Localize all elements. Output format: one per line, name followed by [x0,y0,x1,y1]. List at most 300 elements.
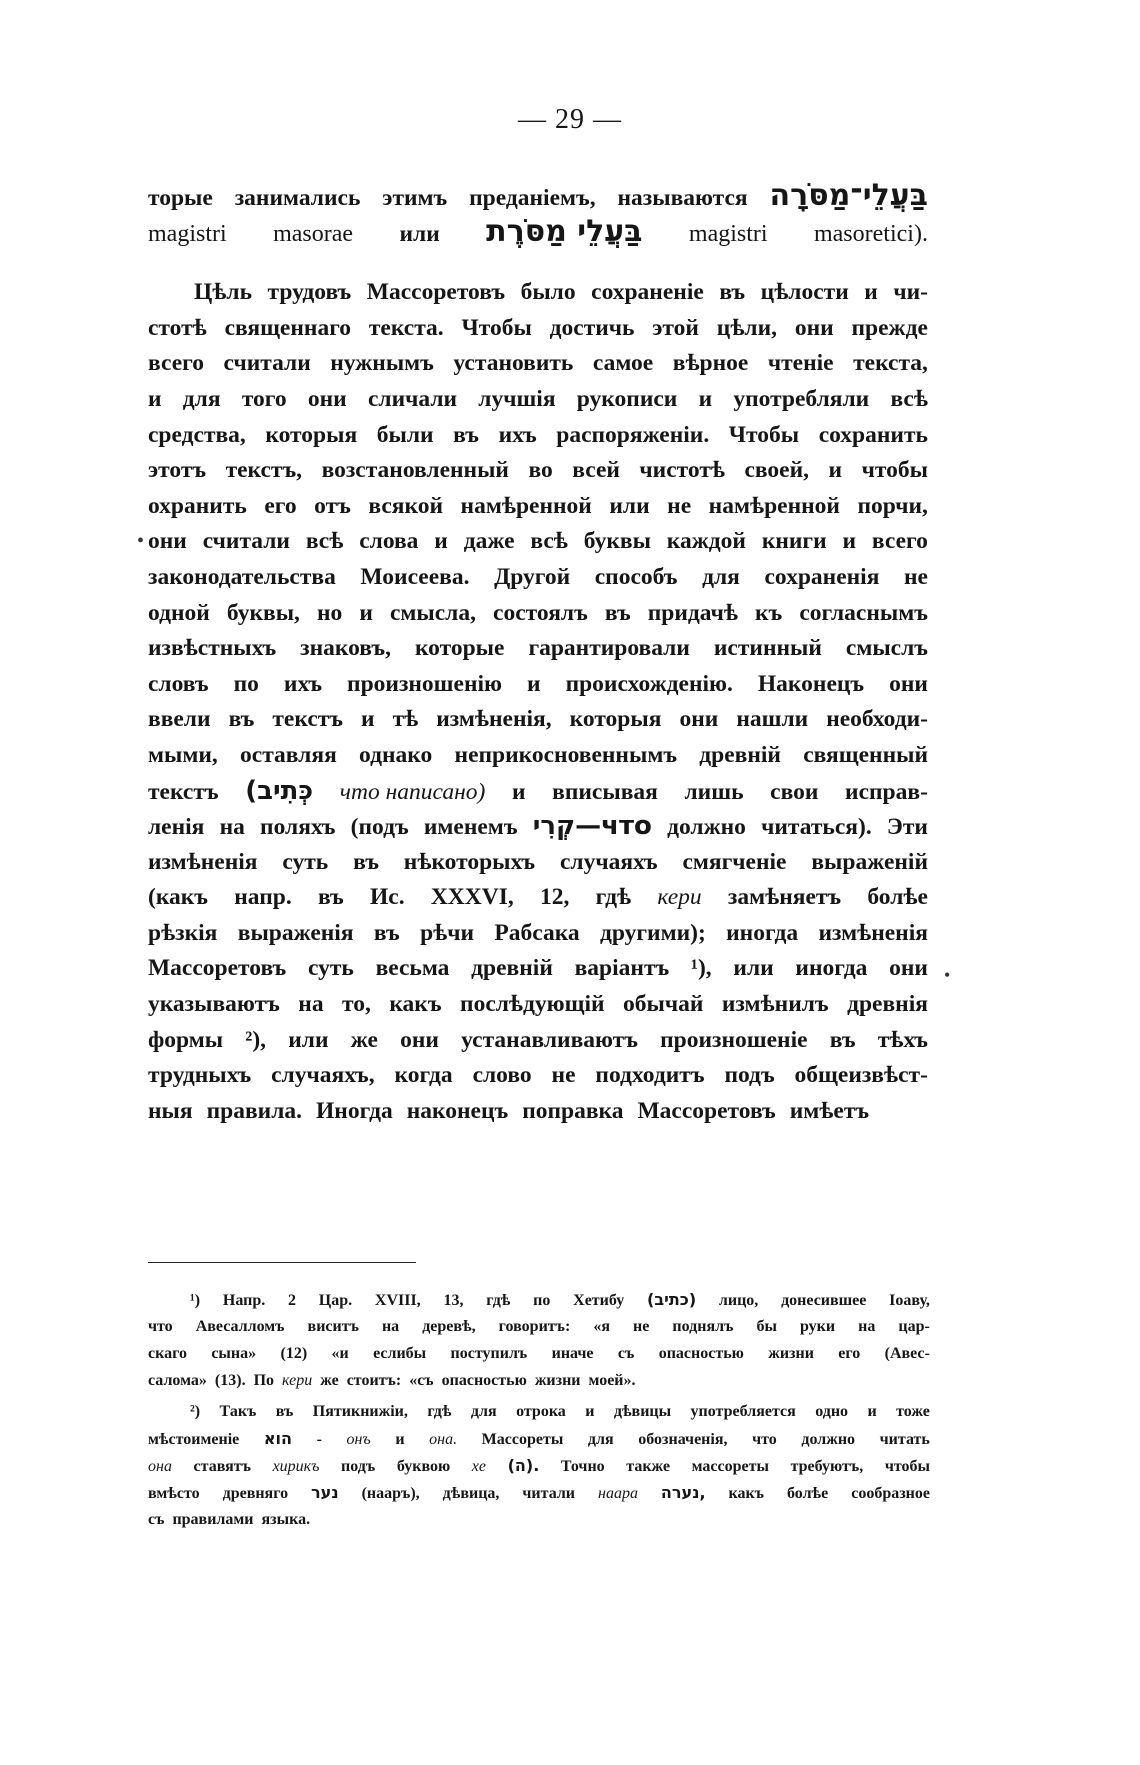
word: ставятъ [193,1458,251,1475]
word: но [316,599,343,626]
word: поправка [522,1097,624,1124]
word: masoretici). [813,220,928,247]
word: тѣ [392,706,419,733]
text-line [148,524,928,560]
word: необходи- [826,706,928,733]
word: должно [667,814,746,841]
word: для [702,563,740,590]
word: произношенію [347,670,502,697]
text-line [148,631,928,667]
word: кери [657,884,702,911]
word: самое [592,350,654,377]
text-line [148,560,928,596]
word: поднялъ [672,1318,734,1335]
word: мыми, [148,741,218,768]
word: опасностью [658,1345,744,1362]
word: ленія [148,814,205,841]
word: и [359,599,373,626]
word: и [842,528,857,555]
word: правила. [206,1097,303,1124]
word: дѣвицы [613,1403,672,1420]
word: ихъ [498,421,537,448]
word: вѣрное [672,350,749,377]
word: подъ [724,1062,775,1089]
word: рѣзкія [148,919,218,946]
word: дѣвица, [442,1485,500,1502]
footnote-line [148,1286,930,1313]
word: намѣренной [460,492,592,519]
hebrew-term: (כְּתִיב [245,775,314,806]
word: или [399,220,440,247]
word: даже [463,528,515,555]
word: они [794,314,834,341]
word: считали [202,528,290,555]
word: чи- [893,279,928,306]
word: съ [148,1511,165,1528]
word: кери [282,1372,313,1389]
text-line [148,382,928,418]
word: ныя [148,1097,193,1124]
margin-mark: • [137,530,145,552]
text-line [148,1094,928,1130]
word: гарантировали [528,635,690,662]
text-line [148,346,928,382]
word: тѣхъ [877,1026,928,1053]
word: буквы [583,528,651,555]
word: цѣли, [716,314,778,341]
text-line [148,987,928,1023]
word: они [889,955,928,982]
footnote-line [148,1367,930,1394]
text-line [148,667,928,703]
word: распоряженіи. [556,421,710,448]
word: правилами [172,1511,254,1528]
word: Точно [560,1458,605,1475]
word: нужнымъ [330,350,434,377]
word: (Авес- [884,1345,930,1362]
hebrew-term: בַּעֲלֵי מַסֹּרֶת [486,213,643,249]
word: опасностью [441,1372,527,1389]
word: измѣненія [148,848,258,875]
word: средства, [148,421,246,448]
word: слова [359,528,419,555]
word: она. [429,1431,458,1448]
word: подъ [341,1458,376,1475]
word: одной [148,599,210,626]
text-line [148,311,928,347]
word: возстановленный [321,457,509,484]
word: она [148,1458,172,1475]
word: слово [472,1062,532,1089]
word: священный [803,741,928,768]
word: текста, [853,350,928,377]
text-line [148,880,928,916]
word: случаяхъ [559,848,658,875]
word: XVIII, [374,1292,421,1309]
word: извѣстныхъ [148,635,277,662]
footnote-line [148,1340,930,1367]
word: Чтобы [461,314,532,341]
word: измѣненія, [436,706,552,733]
text-line [148,178,928,214]
footnote-line [148,1313,930,1340]
word: ²), [245,1026,267,1053]
word: и [585,1403,595,1420]
word: лучшія [478,385,556,412]
word: чтобы [861,457,928,484]
word: (подъ [350,814,409,841]
word: на [219,814,245,841]
word: то, [342,991,371,1018]
word: послѣдующій [460,991,605,1018]
word: въ [453,421,479,448]
word: которыя [569,706,662,733]
word: общеизвѣст- [794,1062,928,1089]
hebrew-term: (ה). [507,1456,540,1475]
word: намѣренной [708,492,840,519]
word: и [867,1403,877,1420]
word: варіантъ [574,955,670,982]
paragraph-gap [148,249,928,275]
word: masorae [273,220,354,247]
word: смягченіе [682,848,787,875]
word: Эти [886,814,928,841]
word: они [400,1026,439,1053]
word: и [361,706,375,733]
word: были [376,421,434,448]
word: поляхъ [260,814,336,841]
word: По [253,1372,275,1389]
word: когда [394,1062,453,1089]
word: ихъ [283,670,323,697]
word: употребляли [733,385,870,412]
word: они [307,385,347,412]
word: донесившее [781,1292,867,1309]
word: и [395,1431,405,1448]
word: Цѣль [194,279,252,306]
word: смысла, [389,599,476,626]
word: читаться). [761,814,872,841]
word: происхожденію. [565,670,733,697]
word: выраженій [811,848,928,875]
word: занимались [234,185,361,211]
main-text [148,178,928,1129]
word: руки [799,1318,836,1335]
word: устанавливаютъ [461,1026,638,1053]
word: Рабсака [494,919,580,946]
word: болѣе [786,1485,829,1502]
word: сообразное [851,1485,930,1502]
word: чистотѣ [639,457,725,484]
word: что [752,1431,777,1448]
word: салома» [148,1372,207,1389]
text-line [148,916,928,952]
word: хе [471,1458,486,1475]
word: ²) [190,1403,201,1420]
word: не [904,563,928,590]
word: смыслъ [845,635,928,662]
word: буквою [396,1458,451,1475]
word: согласнымъ [799,599,928,626]
word: и [828,457,843,484]
word: оставляя [240,741,337,768]
word: выраженія [237,919,354,946]
word: произношеніе [660,1026,808,1053]
word: XXXVI, [430,884,514,911]
word: иногда [795,955,868,982]
word: рѣчи [420,919,475,946]
word: что написано) [339,778,486,805]
word: трудныхъ [148,1062,252,1089]
text-line [148,418,928,454]
word: или [288,1026,329,1053]
word: неприкосновеннымъ [454,741,678,768]
word: что [148,1318,173,1335]
text-line [148,596,928,632]
word: книги [761,528,827,555]
word: буквы, [226,599,300,626]
word: они [889,670,928,697]
word: каждой [666,528,746,555]
text-line [148,774,928,810]
word: для [182,385,221,412]
word: magistri [688,220,768,247]
word: въ [228,706,255,733]
word: того [241,385,287,412]
word: сохраненіе [591,279,704,306]
word: и [148,385,162,412]
word: они [679,706,719,733]
word: они [148,528,187,555]
word: трудовъ [267,279,352,306]
text-line [148,738,928,774]
word: его [838,1345,861,1362]
word: должно [801,1431,856,1448]
word: требуютъ, [790,1458,864,1475]
word: придачѣ [647,599,738,626]
word: суть [282,848,329,875]
word: словъ [148,670,209,697]
word: сохраненія [764,563,880,590]
word: также [626,1458,671,1475]
word: древній [699,741,781,768]
word: измѣнилъ [721,991,829,1018]
word: текста. [368,314,444,341]
word: было [520,279,576,306]
word: установить [453,350,574,377]
word: сохранить [818,421,928,448]
word: всей [572,457,620,484]
word: называются [617,185,748,211]
text-line [148,453,928,489]
word: съ [617,1345,635,1362]
word: священнаго [224,314,352,341]
word: стоитъ: [346,1372,402,1389]
word: вписывая [552,778,658,805]
paragraph [148,275,928,1129]
word: охранить [148,492,247,519]
word: состоялъ [493,599,588,626]
word: замѣняетъ [727,884,842,911]
hebrew-term: (כתיב) [647,1290,697,1309]
word: виситъ [307,1318,359,1335]
word: однако [359,741,433,768]
word: торые [148,185,213,211]
word: гдѣ [427,1403,452,1420]
word: Напр. [222,1292,266,1309]
word: Іоаву, [889,1292,930,1309]
footnote [148,1286,930,1394]
word: этотъ [148,457,207,484]
word: Массореты [481,1431,564,1448]
word: Авесалломъ [195,1318,285,1335]
word: которые [414,635,505,662]
word: же [350,1026,378,1053]
word: имѣетъ [789,1097,870,1124]
word: знаковъ, [300,635,391,662]
word: на [381,1318,400,1335]
word: лишь [684,778,744,805]
word: всѣ [530,528,568,555]
word: сличали [367,385,458,412]
hebrew-term: הוא [263,1429,292,1448]
word: (какъ [148,884,209,911]
word: говоритъ: [498,1318,571,1335]
word: достичь [549,314,635,341]
word: своей, [744,457,810,484]
text-line [148,489,928,525]
word: хирикъ [272,1458,320,1475]
word: этимъ [382,185,448,211]
word: ввели [148,706,211,733]
word: деревѣ, [422,1318,476,1335]
text-line [148,845,928,881]
word: всего [148,350,204,377]
word: Массоретовъ [366,279,506,306]
word: текстъ [148,778,219,805]
word: читали [522,1485,576,1502]
word: преданіемъ, [469,185,596,211]
text-line [148,275,928,311]
word: прежде [851,314,928,341]
word: не [633,1318,650,1335]
word: или [733,955,774,982]
word: свои [770,778,819,805]
word: онъ [346,1431,371,1448]
word: Иногда [316,1097,393,1124]
word: гдѣ [595,884,632,911]
word: всякой [368,492,444,519]
word: читать [879,1431,930,1448]
word: этой [652,314,699,341]
word: Цар. [318,1292,353,1309]
text-line [148,951,928,987]
word: Другой [494,563,571,590]
word: въ [275,1403,294,1420]
word: истинный [713,635,822,662]
word: magistri [148,220,227,247]
word: же [320,1372,339,1389]
word: древняго [222,1485,289,1502]
word: гдѣ [486,1292,511,1309]
word: древнія [847,991,928,1018]
word: жизни [534,1372,581,1389]
word: (нааръ), [361,1485,420,1502]
hebrew-term: בַּעֲלֵי־מַסֹּרָה [769,178,928,213]
word: тоже [896,1403,930,1420]
word: и [434,528,448,555]
word: языка. [261,1511,311,1528]
word: «съ [409,1372,434,1389]
word: моей». [588,1372,636,1389]
footnote-rule [148,1262,416,1263]
word: по [233,670,259,697]
word: - [316,1431,322,1448]
word: Ис. [370,884,405,911]
word: не [667,492,692,519]
word: отъ [314,492,351,519]
word: въ [317,884,344,911]
word: одно [815,1403,849,1420]
word: наконецъ [406,1097,509,1124]
word: мѣстоименіе [148,1431,240,1448]
word: чтеніе [767,350,834,377]
word: законодательства [148,563,336,590]
word: иначе [551,1345,594,1362]
footnote-line [148,1452,930,1479]
word: не [551,1062,576,1089]
word: цар- [898,1318,930,1335]
word: стотѣ [148,314,207,341]
word: отрока [516,1403,566,1420]
word: къ [755,599,783,626]
word: Массоретовъ [148,955,287,982]
word: въ [373,919,400,946]
word: случаяхъ, [271,1062,375,1089]
word: его [264,492,297,519]
word: жизни [768,1345,814,1362]
word: какъ [728,1485,765,1502]
word: чтобы [884,1458,930,1475]
word: исправ- [845,778,928,805]
word: нѣкоторыхъ [403,848,536,875]
word: 2 [288,1292,297,1309]
word: Моисеева. [360,563,470,590]
word: другими); [599,919,706,946]
margin-mark: • [944,965,951,985]
word: считали [223,350,311,377]
word: текстъ [272,706,343,733]
text-line [148,1058,928,1094]
text-line [148,1023,928,1059]
text-line [148,809,928,845]
word: какъ [389,991,442,1018]
word: въ [719,279,746,306]
hebrew-term: נערה, [660,1483,706,1502]
word: Такъ [219,1403,257,1420]
word: всѣ [890,385,928,412]
word: способъ [594,563,678,590]
word: болѣе [867,884,928,911]
word: на [298,991,324,1018]
footnote-line [148,1398,930,1425]
word: въ [604,599,631,626]
word: обычай [623,991,704,1018]
word: и [527,670,541,697]
hebrew-term: נער [311,1483,339,1502]
word: «я [593,1318,610,1335]
word: во [528,457,553,484]
